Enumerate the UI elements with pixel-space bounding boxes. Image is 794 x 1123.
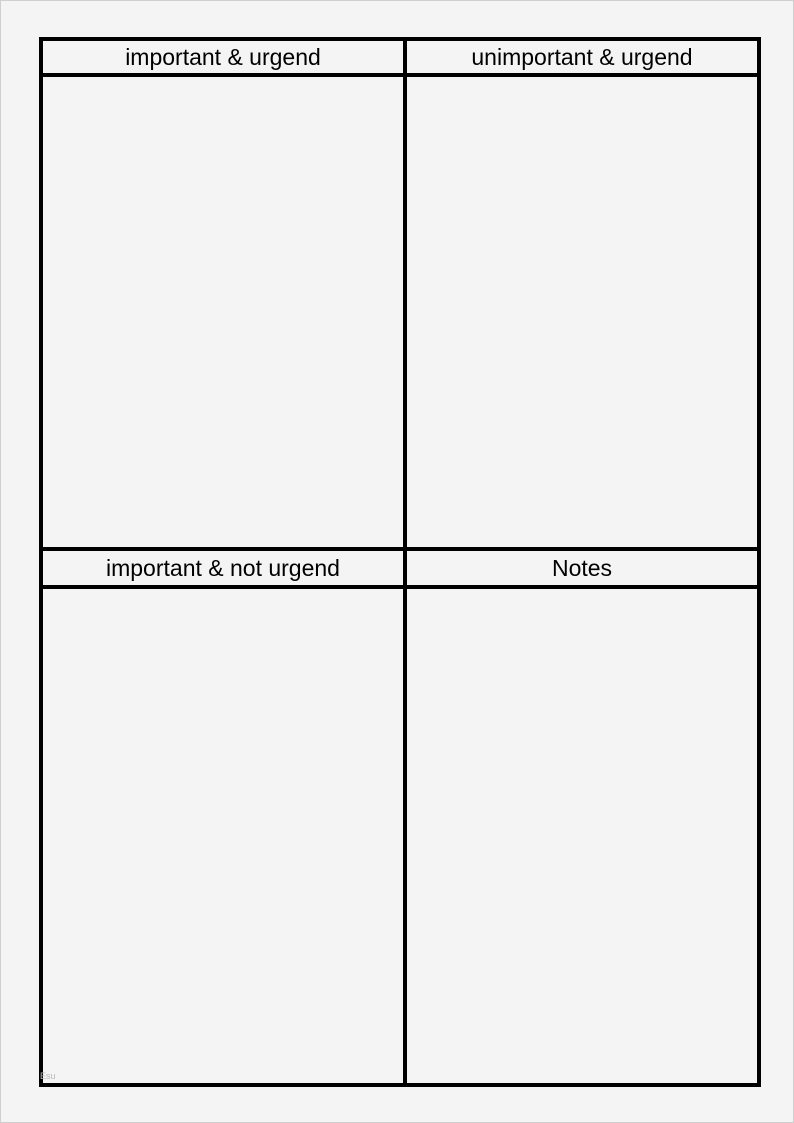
quadrant-header-notes: Notes	[551, 554, 613, 581]
quadrant-body-important-urgent[interactable]	[43, 77, 403, 547]
quadrant-header-important-not-urgent: important & not urgend	[106, 554, 340, 581]
quadrant-body-important-not-urgent[interactable]	[43, 589, 403, 1083]
priority-matrix	[39, 37, 761, 1087]
quadrant-body-notes[interactable]	[407, 589, 757, 1083]
quadrant-body-unimportant-urgent[interactable]	[407, 77, 757, 547]
watermark: Esu	[40, 1071, 56, 1081]
quadrant-header-unimportant-urgent: unimportant & urgend	[471, 43, 693, 70]
quadrant-header-important-urgent: important & urgend	[125, 43, 321, 70]
